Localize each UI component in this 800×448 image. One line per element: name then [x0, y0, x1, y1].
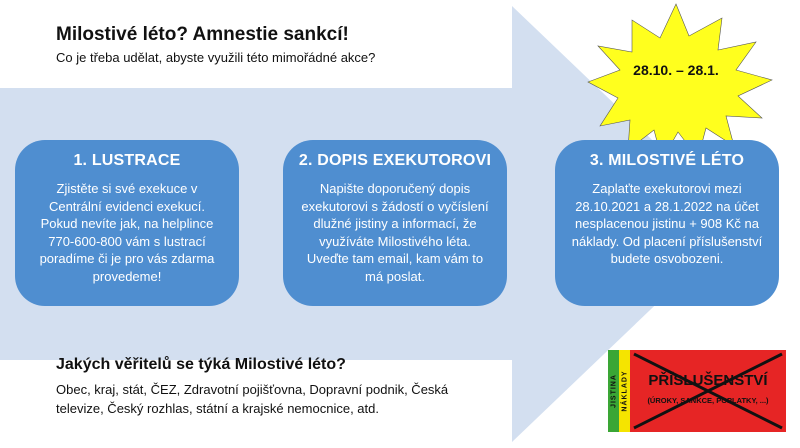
step-title: 3. MILOSTIVÉ LÉTO: [589, 152, 745, 169]
creditors-list: Obec, kraj, stát, ČEZ, Zdravotní pojišťovna, Dopravní podnik, Česká televize, Český rozhlas, státní a krajské nemocnice, atd.: [56, 382, 449, 416]
creditors-heading: Jakých věřitelů se týká Milostivé léto?: [56, 356, 346, 373]
step-card-dopis: [283, 140, 507, 306]
accessories-stamp: [608, 350, 786, 432]
cross-out-icon: [630, 350, 786, 432]
step-card-milostive-leto: [555, 140, 779, 306]
stamp-red-panel: [630, 350, 786, 432]
date-badge: 28.10. – 28.1.: [633, 62, 719, 78]
page-title: Milostivé léto? Amnestie sankcí!: [56, 24, 349, 45]
stripe-naklady-label: NÁKLADY: [621, 370, 628, 412]
page-subtitle: Co je třeba udělat, abyste využili této mimořádné akce?: [56, 50, 376, 65]
step-body: Zaplaťte exekutorovi mezi 28.10.2021 a 28.1.2022 na účet nesplacenou jistinu + 908 Kč na náklady. Od placení příslušenství budete osvobozeni.: [571, 181, 763, 266]
step-body: Zjistěte si své exekuce v Centrální evidenci exekucí. Pokud nevíte jak, na helplince 770-600-800 vám s lustrací poradíme či je pro vás zdarma provedeme!: [39, 181, 215, 284]
stripe-naklady: [619, 350, 630, 432]
step-title: 1. LUSTRACE: [73, 152, 181, 169]
step-title: 2. DOPIS EXEKUTOROVI: [298, 152, 492, 169]
step-card-lustrace: [15, 140, 239, 306]
stripe-jistina: [608, 350, 619, 432]
stamp-subtitle: (ÚROKY, SANKCE, POPLATKY, ...): [647, 396, 769, 405]
step-body: Napište doporučený dopis exekutorovi s žádostí o vyčíslení dlužné jistiny a informací, že využíváte Milostivého léta. Uveďte tam email, kam vám to má poslat.: [301, 181, 489, 284]
stripe-jistina-label: JISTINA: [610, 374, 617, 408]
stamp-title: PŘÍSLUŠENSTVÍ: [648, 372, 768, 389]
